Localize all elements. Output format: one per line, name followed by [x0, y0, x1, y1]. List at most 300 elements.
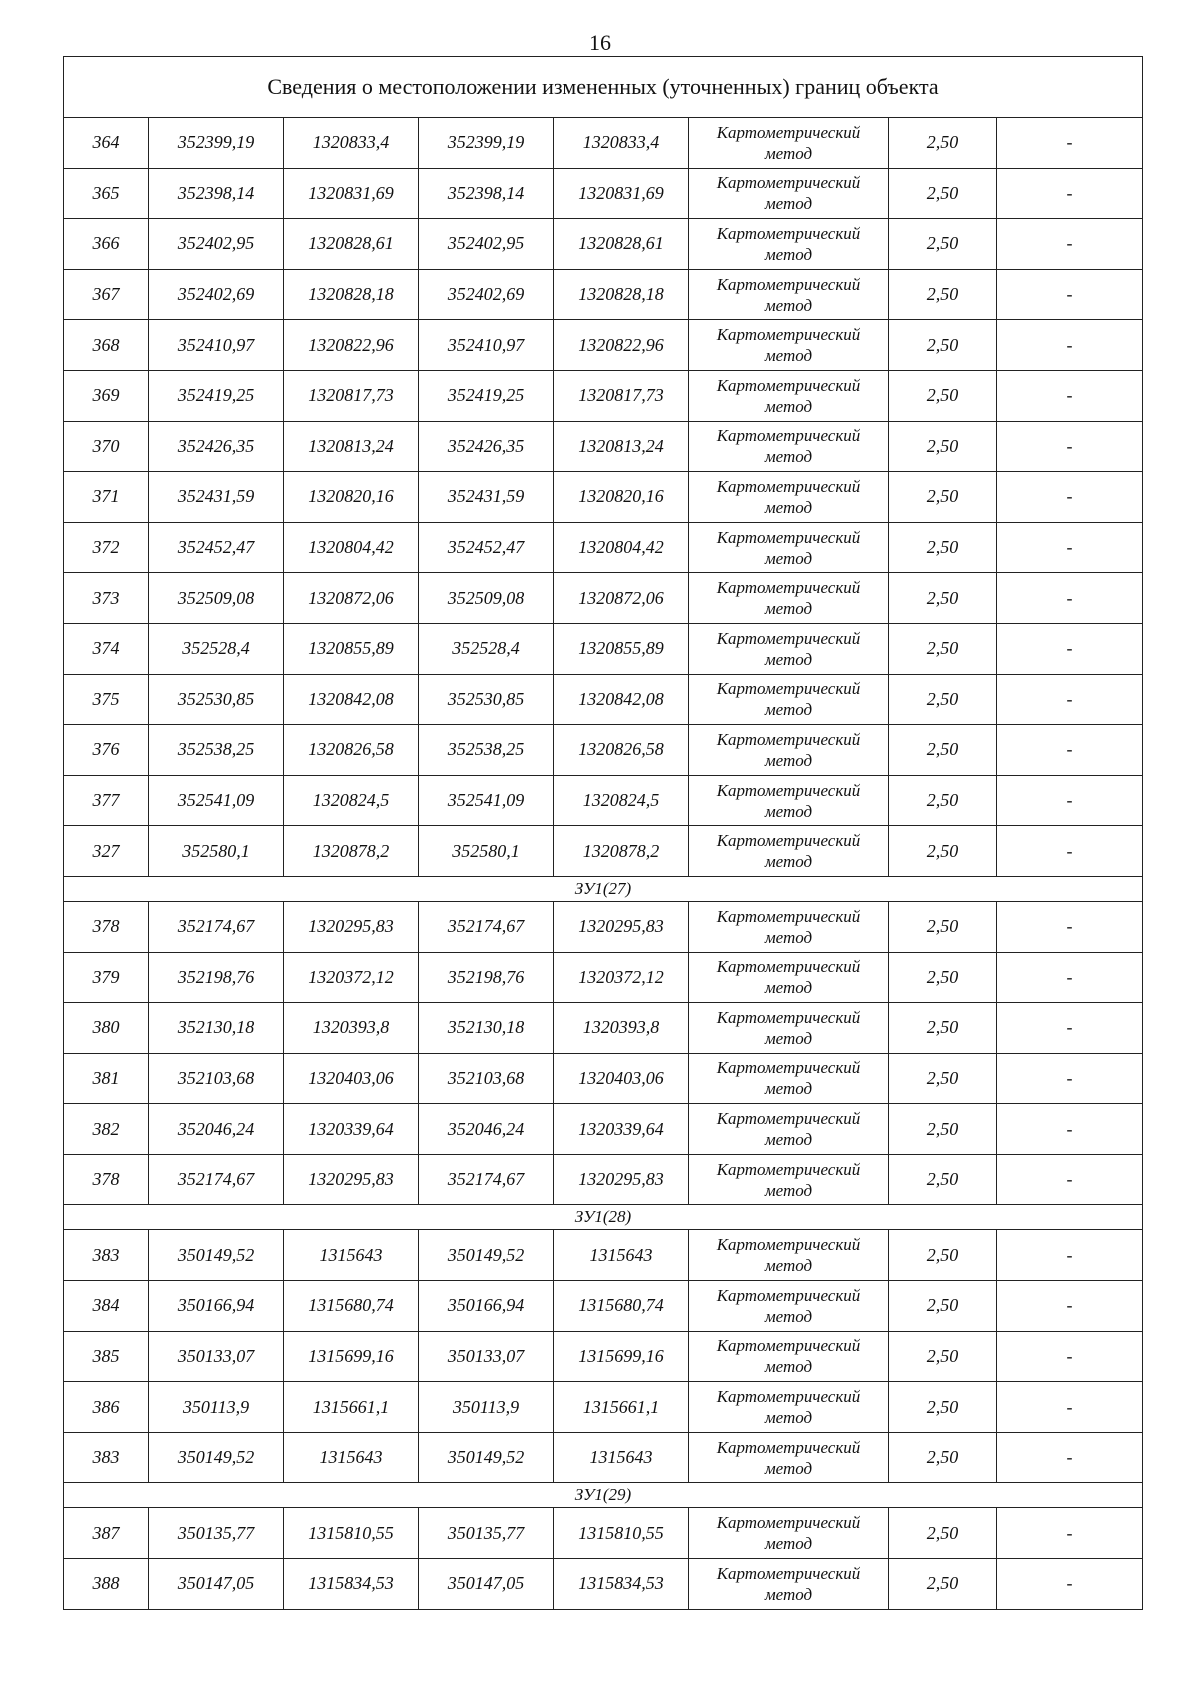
- existing-x: 352431,59: [149, 472, 284, 523]
- point-number: 383: [64, 1432, 149, 1483]
- method-line-2: метод: [764, 700, 813, 720]
- method-line-2: метод: [764, 548, 813, 568]
- updated-x: 352198,76: [419, 952, 554, 1003]
- existing-x: 352528,4: [149, 623, 284, 674]
- updated-x: 352541,09: [419, 775, 554, 826]
- point-number: 375: [64, 674, 149, 725]
- method-cell: [689, 168, 889, 219]
- point-number: 327: [64, 826, 149, 877]
- method-line-2: метод: [764, 1028, 813, 1048]
- method-line-1: Картометрический: [716, 906, 861, 926]
- table-row: [64, 219, 1143, 270]
- table-row: [64, 1559, 1143, 1610]
- point-number: 386: [64, 1382, 149, 1433]
- accuracy-value: 2,50: [889, 952, 997, 1003]
- existing-y: 1320833,4: [284, 118, 419, 169]
- existing-x: 352174,67: [149, 901, 284, 952]
- section-label: ЗУ1(27): [64, 876, 1143, 901]
- table-row: [64, 522, 1143, 573]
- accuracy-value: 2,50: [889, 472, 997, 523]
- point-number: 378: [64, 901, 149, 952]
- accuracy-value: 2,50: [889, 1003, 997, 1054]
- accuracy-value: 2,50: [889, 1331, 997, 1382]
- method-line-1: Картометрический: [716, 223, 861, 243]
- point-number: 384: [64, 1281, 149, 1332]
- accuracy-value: 2,50: [889, 320, 997, 371]
- method-line-2: метод: [764, 295, 813, 315]
- updated-y: 1315661,1: [554, 1382, 689, 1433]
- method-line-1: Картометрический: [716, 527, 861, 547]
- updated-x: 352410,97: [419, 320, 554, 371]
- accuracy-value: 2,50: [889, 1559, 997, 1610]
- method-line-1: Картометрический: [716, 957, 861, 977]
- existing-y: 1320372,12: [284, 952, 419, 1003]
- method-line-2: метод: [764, 1256, 813, 1276]
- accuracy-value: 2,50: [889, 674, 997, 725]
- point-number: 368: [64, 320, 149, 371]
- description-value: -: [997, 118, 1143, 169]
- description-value: -: [997, 725, 1143, 776]
- method-cell: [689, 522, 889, 573]
- method-cell: [689, 421, 889, 472]
- updated-x: 352538,25: [419, 725, 554, 776]
- table-row: [64, 623, 1143, 674]
- existing-x: 352580,1: [149, 826, 284, 877]
- point-number: 376: [64, 725, 149, 776]
- existing-x: 350166,94: [149, 1281, 284, 1332]
- existing-y: 1315699,16: [284, 1331, 419, 1382]
- description-value: -: [997, 1432, 1143, 1483]
- description-value: -: [997, 1508, 1143, 1559]
- updated-y: 1320804,42: [554, 522, 689, 573]
- point-number: 379: [64, 952, 149, 1003]
- updated-y: 1320817,73: [554, 370, 689, 421]
- existing-x: 352174,67: [149, 1154, 284, 1205]
- method-cell: [689, 1230, 889, 1281]
- method-line-2: метод: [764, 497, 813, 517]
- point-number: 365: [64, 168, 149, 219]
- updated-y: 1320828,61: [554, 219, 689, 270]
- method-line-1: Картометрический: [716, 729, 861, 749]
- updated-x: 352452,47: [419, 522, 554, 573]
- existing-x: 352410,97: [149, 320, 284, 371]
- table-row: [64, 1432, 1143, 1483]
- description-value: -: [997, 168, 1143, 219]
- updated-y: 1320813,24: [554, 421, 689, 472]
- method-line-2: метод: [764, 1534, 813, 1554]
- updated-x: 352426,35: [419, 421, 554, 472]
- description-value: -: [997, 522, 1143, 573]
- description-value: -: [997, 421, 1143, 472]
- description-value: -: [997, 1559, 1143, 1610]
- section-row: [64, 1205, 1143, 1230]
- updated-x: 352530,85: [419, 674, 554, 725]
- method-cell: [689, 1331, 889, 1382]
- point-number: 385: [64, 1331, 149, 1382]
- coordinates-table: [63, 56, 1143, 1610]
- accuracy-value: 2,50: [889, 1432, 997, 1483]
- updated-y: 1315699,16: [554, 1331, 689, 1382]
- existing-x: 352419,25: [149, 370, 284, 421]
- section-label: ЗУ1(28): [64, 1205, 1143, 1230]
- table-row: [64, 1053, 1143, 1104]
- existing-y: 1320403,06: [284, 1053, 419, 1104]
- method-cell: [689, 1003, 889, 1054]
- existing-y: 1320339,64: [284, 1104, 419, 1155]
- method-line-2: метод: [764, 1306, 813, 1326]
- method-line-1: Картометрический: [716, 1513, 861, 1533]
- updated-y: 1320295,83: [554, 1154, 689, 1205]
- section-label: ЗУ1(29): [64, 1483, 1143, 1508]
- description-value: -: [997, 1331, 1143, 1382]
- method-line-1: Картометрический: [716, 1285, 861, 1305]
- method-line-2: метод: [764, 750, 813, 770]
- coordinates-table-container: [63, 56, 1142, 1610]
- accuracy-value: 2,50: [889, 118, 997, 169]
- method-line-1: Картометрический: [716, 1159, 861, 1179]
- method-cell: [689, 952, 889, 1003]
- updated-x: 352509,08: [419, 573, 554, 624]
- method-line-1: Картометрический: [716, 325, 861, 345]
- point-number: 369: [64, 370, 149, 421]
- existing-y: 1320813,24: [284, 421, 419, 472]
- accuracy-value: 2,50: [889, 1281, 997, 1332]
- table-row: [64, 1154, 1143, 1205]
- accuracy-value: 2,50: [889, 901, 997, 952]
- updated-x: 352528,4: [419, 623, 554, 674]
- method-line-2: метод: [764, 1408, 813, 1428]
- method-cell: [689, 1559, 889, 1610]
- existing-y: 1320828,61: [284, 219, 419, 270]
- updated-y: 1315643: [554, 1230, 689, 1281]
- updated-x: 350149,52: [419, 1230, 554, 1281]
- method-line-2: метод: [764, 194, 813, 214]
- table-row: [64, 573, 1143, 624]
- updated-x: 352402,69: [419, 269, 554, 320]
- description-value: -: [997, 1281, 1143, 1332]
- method-cell: [689, 320, 889, 371]
- description-value: -: [997, 370, 1143, 421]
- description-value: -: [997, 1154, 1143, 1205]
- existing-y: 1315810,55: [284, 1508, 419, 1559]
- existing-x: 352452,47: [149, 522, 284, 573]
- point-number: 381: [64, 1053, 149, 1104]
- updated-y: 1315643: [554, 1432, 689, 1483]
- description-value: -: [997, 1104, 1143, 1155]
- updated-y: 1320295,83: [554, 901, 689, 952]
- existing-x: 350133,07: [149, 1331, 284, 1382]
- existing-x: 352046,24: [149, 1104, 284, 1155]
- existing-x: 352530,85: [149, 674, 284, 725]
- method-line-2: метод: [764, 1180, 813, 1200]
- existing-x: 350135,77: [149, 1508, 284, 1559]
- updated-x: 350166,94: [419, 1281, 554, 1332]
- updated-x: 350135,77: [419, 1508, 554, 1559]
- existing-x: 350147,05: [149, 1559, 284, 1610]
- page-number: 16: [589, 30, 611, 55]
- method-line-1: Картометрический: [716, 1109, 861, 1129]
- table-row: [64, 1104, 1143, 1155]
- existing-y: 1320822,96: [284, 320, 419, 371]
- section-row: [64, 876, 1143, 901]
- point-number: 370: [64, 421, 149, 472]
- accuracy-value: 2,50: [889, 269, 997, 320]
- updated-x: 352399,19: [419, 118, 554, 169]
- method-line-1: Картометрический: [716, 679, 861, 699]
- updated-x: 352103,68: [419, 1053, 554, 1104]
- method-line-1: Картометрический: [716, 1235, 861, 1255]
- table-row: [64, 1508, 1143, 1559]
- accuracy-value: 2,50: [889, 1382, 997, 1433]
- table-row: [64, 421, 1143, 472]
- method-cell: [689, 219, 889, 270]
- table-row: [64, 952, 1143, 1003]
- description-value: -: [997, 320, 1143, 371]
- method-cell: [689, 370, 889, 421]
- method-cell: [689, 826, 889, 877]
- updated-x: 352046,24: [419, 1104, 554, 1155]
- existing-y: 1320393,8: [284, 1003, 419, 1054]
- method-line-1: Картометрический: [716, 1058, 861, 1078]
- accuracy-value: 2,50: [889, 219, 997, 270]
- method-line-1: Картометрический: [716, 274, 861, 294]
- existing-y: 1315643: [284, 1230, 419, 1281]
- method-cell: [689, 118, 889, 169]
- method-line-2: метод: [764, 852, 813, 872]
- existing-y: 1320817,73: [284, 370, 419, 421]
- point-number: 382: [64, 1104, 149, 1155]
- point-number: 377: [64, 775, 149, 826]
- point-number: 373: [64, 573, 149, 624]
- point-number: 378: [64, 1154, 149, 1205]
- updated-x: 352398,14: [419, 168, 554, 219]
- description-value: -: [997, 826, 1143, 877]
- accuracy-value: 2,50: [889, 826, 997, 877]
- existing-x: 352426,35: [149, 421, 284, 472]
- accuracy-value: 2,50: [889, 1104, 997, 1155]
- method-line-2: метод: [764, 599, 813, 619]
- table-row: [64, 1331, 1143, 1382]
- method-line-2: метод: [764, 1584, 813, 1604]
- existing-x: 352398,14: [149, 168, 284, 219]
- existing-y: 1320855,89: [284, 623, 419, 674]
- updated-y: 1320855,89: [554, 623, 689, 674]
- method-cell: [689, 1432, 889, 1483]
- existing-y: 1320872,06: [284, 573, 419, 624]
- existing-y: 1320824,5: [284, 775, 419, 826]
- updated-x: 352580,1: [419, 826, 554, 877]
- table-row: [64, 674, 1143, 725]
- updated-y: 1320339,64: [554, 1104, 689, 1155]
- table-row: [64, 1230, 1143, 1281]
- method-line-2: метод: [764, 143, 813, 163]
- existing-x: 352130,18: [149, 1003, 284, 1054]
- method-line-1: Картометрический: [716, 578, 861, 598]
- method-line-2: метод: [764, 927, 813, 947]
- updated-y: 1320878,2: [554, 826, 689, 877]
- existing-y: 1320820,16: [284, 472, 419, 523]
- table-row: [64, 901, 1143, 952]
- existing-x: 350149,52: [149, 1432, 284, 1483]
- method-line-1: Картометрический: [716, 375, 861, 395]
- table-row: [64, 320, 1143, 371]
- method-line-1: Картометрический: [716, 122, 861, 142]
- description-value: -: [997, 952, 1143, 1003]
- description-value: -: [997, 1053, 1143, 1104]
- updated-y: 1315680,74: [554, 1281, 689, 1332]
- table-row: [64, 1281, 1143, 1332]
- method-cell: [689, 775, 889, 826]
- method-line-2: метод: [764, 447, 813, 467]
- method-line-2: метод: [764, 1458, 813, 1478]
- accuracy-value: 2,50: [889, 1154, 997, 1205]
- existing-x: 350149,52: [149, 1230, 284, 1281]
- existing-y: 1320842,08: [284, 674, 419, 725]
- updated-y: 1320372,12: [554, 952, 689, 1003]
- table-row: [64, 370, 1143, 421]
- method-cell: [689, 1508, 889, 1559]
- method-line-1: Картометрический: [716, 628, 861, 648]
- table-row: [64, 826, 1143, 877]
- existing-y: 1320831,69: [284, 168, 419, 219]
- method-cell: [689, 269, 889, 320]
- method-line-1: Картометрический: [716, 1387, 861, 1407]
- updated-x: 352419,25: [419, 370, 554, 421]
- existing-y: 1315680,74: [284, 1281, 419, 1332]
- table-row: [64, 168, 1143, 219]
- description-value: -: [997, 901, 1143, 952]
- table-row: [64, 1003, 1143, 1054]
- table-title: Сведения о местоположении измененных (уточненных) границ объекта: [64, 57, 1143, 118]
- description-value: -: [997, 1003, 1143, 1054]
- point-number: 380: [64, 1003, 149, 1054]
- accuracy-value: 2,50: [889, 623, 997, 674]
- point-number: 367: [64, 269, 149, 320]
- method-line-2: метод: [764, 1357, 813, 1377]
- description-value: -: [997, 573, 1143, 624]
- point-number: 388: [64, 1559, 149, 1610]
- method-line-1: Картометрический: [716, 1563, 861, 1583]
- description-value: -: [997, 775, 1143, 826]
- existing-y: 1315661,1: [284, 1382, 419, 1433]
- method-line-2: метод: [764, 346, 813, 366]
- description-value: -: [997, 219, 1143, 270]
- table-row: [64, 269, 1143, 320]
- existing-y: 1315834,53: [284, 1559, 419, 1610]
- method-line-1: Картометрический: [716, 426, 861, 446]
- updated-x: 352402,95: [419, 219, 554, 270]
- updated-y: 1320820,16: [554, 472, 689, 523]
- updated-x: 350113,9: [419, 1382, 554, 1433]
- method-line-1: Картометрический: [716, 1007, 861, 1027]
- accuracy-value: 2,50: [889, 168, 997, 219]
- accuracy-value: 2,50: [889, 1508, 997, 1559]
- updated-x: 352174,67: [419, 1154, 554, 1205]
- method-line-2: метод: [764, 244, 813, 264]
- accuracy-value: 2,50: [889, 370, 997, 421]
- updated-y: 1320831,69: [554, 168, 689, 219]
- method-line-2: метод: [764, 801, 813, 821]
- point-number: 387: [64, 1508, 149, 1559]
- existing-x: 352402,95: [149, 219, 284, 270]
- existing-x: 352402,69: [149, 269, 284, 320]
- point-number: 364: [64, 118, 149, 169]
- accuracy-value: 2,50: [889, 1053, 997, 1104]
- method-line-1: Картометрический: [716, 476, 861, 496]
- existing-x: 350113,9: [149, 1382, 284, 1433]
- method-cell: [689, 1053, 889, 1104]
- accuracy-value: 2,50: [889, 522, 997, 573]
- method-line-1: Картометрический: [716, 173, 861, 193]
- method-line-1: Картометрический: [716, 780, 861, 800]
- updated-y: 1320824,5: [554, 775, 689, 826]
- existing-y: 1320826,58: [284, 725, 419, 776]
- method-cell: [689, 1104, 889, 1155]
- updated-y: 1320393,8: [554, 1003, 689, 1054]
- method-line-2: метод: [764, 649, 813, 669]
- description-value: -: [997, 269, 1143, 320]
- updated-x: 350133,07: [419, 1331, 554, 1382]
- point-number: 372: [64, 522, 149, 573]
- updated-y: 1320826,58: [554, 725, 689, 776]
- accuracy-value: 2,50: [889, 1230, 997, 1281]
- point-number: 383: [64, 1230, 149, 1281]
- table-row: [64, 725, 1143, 776]
- method-cell: [689, 674, 889, 725]
- updated-y: 1320833,4: [554, 118, 689, 169]
- method-line-2: метод: [764, 978, 813, 998]
- existing-x: 352198,76: [149, 952, 284, 1003]
- point-number: 374: [64, 623, 149, 674]
- table-title-row: [64, 57, 1143, 118]
- description-value: -: [997, 623, 1143, 674]
- table-row: [64, 775, 1143, 826]
- description-value: -: [997, 472, 1143, 523]
- method-line-1: Картометрический: [716, 831, 861, 851]
- method-line-1: Картометрический: [716, 1336, 861, 1356]
- updated-y: 1320842,08: [554, 674, 689, 725]
- existing-x: 352509,08: [149, 573, 284, 624]
- description-value: -: [997, 674, 1143, 725]
- method-cell: [689, 573, 889, 624]
- updated-y: 1315834,53: [554, 1559, 689, 1610]
- existing-y: 1320804,42: [284, 522, 419, 573]
- section-row: [64, 1483, 1143, 1508]
- existing-y: 1315643: [284, 1432, 419, 1483]
- accuracy-value: 2,50: [889, 775, 997, 826]
- existing-x: 352399,19: [149, 118, 284, 169]
- updated-y: 1320828,18: [554, 269, 689, 320]
- method-cell: [689, 1154, 889, 1205]
- existing-y: 1320828,18: [284, 269, 419, 320]
- existing-y: 1320878,2: [284, 826, 419, 877]
- description-value: -: [997, 1382, 1143, 1433]
- method-cell: [689, 623, 889, 674]
- method-cell: [689, 1281, 889, 1332]
- updated-y: 1320872,06: [554, 573, 689, 624]
- accuracy-value: 2,50: [889, 725, 997, 776]
- existing-y: 1320295,83: [284, 901, 419, 952]
- existing-x: 352538,25: [149, 725, 284, 776]
- updated-x: 352174,67: [419, 901, 554, 952]
- method-cell: [689, 901, 889, 952]
- description-value: -: [997, 1230, 1143, 1281]
- existing-x: 352541,09: [149, 775, 284, 826]
- updated-y: 1320403,06: [554, 1053, 689, 1104]
- method-line-1: Картометрический: [716, 1437, 861, 1457]
- method-line-2: метод: [764, 1079, 813, 1099]
- updated-y: 1315810,55: [554, 1508, 689, 1559]
